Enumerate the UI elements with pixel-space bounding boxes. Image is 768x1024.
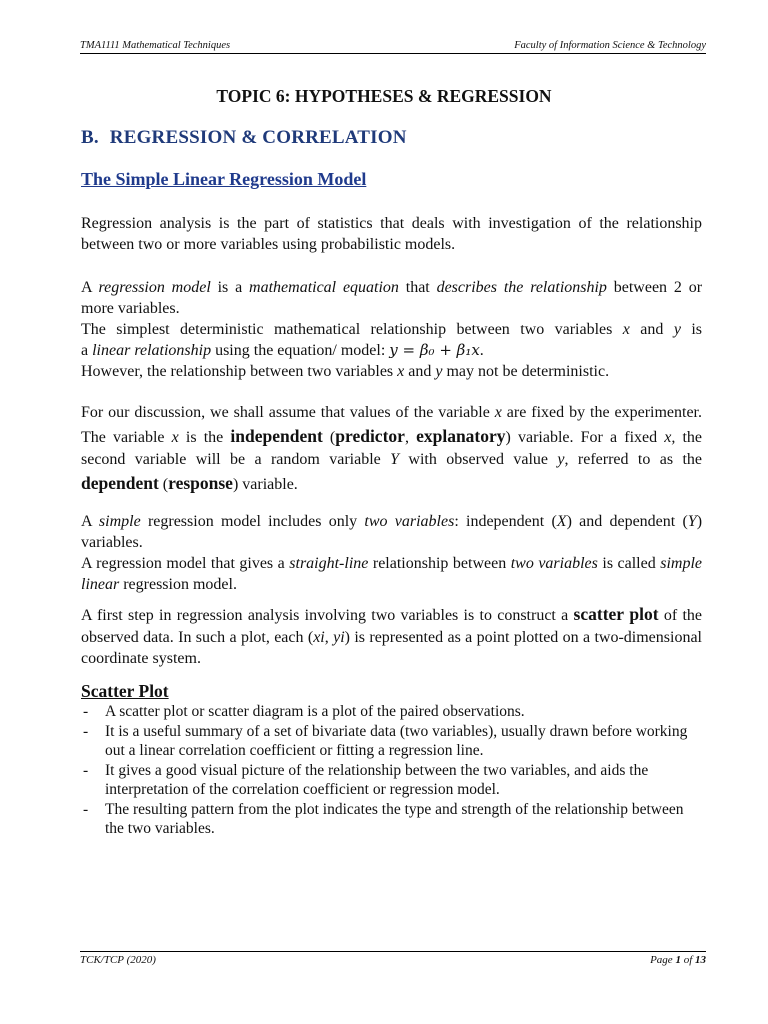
section-title: REGRESSION & CORRELATION [109,127,407,148]
term-scatter-plot: scatter plot [573,604,659,624]
text: a [81,342,93,359]
topic-title: TOPIC 6: HYPOTHESES & REGRESSION [216,86,552,106]
var-x: x [171,428,179,446]
text: between 2 or more variables. [81,279,703,317]
emphasis: straight-line [289,555,369,572]
text: ) is represented as a point plotted on a two-dimensional coordinate system. [81,628,703,667]
text: is the [178,428,231,446]
text: However, the relationship between two variables [81,363,398,380]
emphasis: describes the relationship [436,279,607,296]
list-item-text: It gives a good visual picture of the relationship between the two variables, and aids the interpretation of the correlation coefficient or regression model. [105,761,649,798]
total-pages: 13 [695,954,706,966]
section-heading [81,127,407,149]
text: A regression model that gives a [81,555,290,572]
text: that [398,279,437,296]
paragraph-simple-model [81,511,702,595]
line [81,361,702,382]
term-response: response [168,472,233,493]
text: relationship between [368,555,511,572]
page-footer [80,951,706,966]
equation: y = β₀ + β₁x [389,341,480,359]
var-yi: yi [333,628,345,646]
term-predictor: predictor [335,425,405,446]
text: . [479,342,484,359]
paragraph-variables [81,402,702,496]
text: ) variables. [81,513,703,551]
text: is [680,321,703,338]
text: ( [158,475,169,493]
line [81,319,702,340]
var-x: x [397,363,405,380]
text: the second variable will be a random variable [81,428,703,468]
text: A [81,279,99,296]
line [81,340,702,361]
text: is called [597,555,661,572]
text: regression model. [119,576,237,593]
text: is a [210,279,250,296]
list-item [81,702,706,722]
footer-code: TCK/TCP (2020) [80,954,156,966]
subsection-title: The Simple Linear Regression Model [81,169,367,189]
var-Y: Y [390,451,400,468]
emphasis: two variables [510,555,598,572]
text: The simplest deterministic mathematical relationship between two variables [81,321,623,338]
text: of the observed data. In such a plot, each ( [81,607,703,646]
section-number: B. [81,127,99,148]
emphasis: simple linear [81,555,703,593]
emphasis: two variables [364,513,455,530]
emphasis: linear relationship [92,342,212,359]
paragraph-regression-analysis: Regression analysis is the part of statistics that deals with investigation of the relationship between two or more variables using probabilistic models. [81,215,702,253]
var-x: x [622,321,630,338]
text: For our discussion, we shall assume that values of the variable [81,404,495,421]
text: may not be deterministic. [442,363,610,380]
current-page: 1 [675,954,681,966]
emphasis: regression model [98,279,211,296]
text: , referred to as the [564,451,702,468]
text: ) variable. For a fixed [505,428,665,446]
text: are fixed by the experimenter. The variable [81,404,703,446]
scatter-plot-heading: Scatter Plot [81,681,169,701]
text: , [404,428,417,446]
list-item-text: It is a useful summary of a set of bivariate data (two variables), usually drawn before working out a linear correlation coefficient or fitting a regression line. [105,722,688,759]
text: A first step in regression analysis involving two variables is to construct a [81,607,574,624]
text: A [81,513,99,530]
text: ) and dependent ( [566,513,688,530]
line [81,553,702,595]
scatter-plot-bullets [81,702,706,839]
var-xi: xi [313,628,325,646]
text: , [324,628,334,646]
term-independent: independent [230,425,323,446]
bullet-marker: - [83,703,89,720]
text: ) variable. [232,475,298,493]
text: using the equation/ model: [211,342,390,359]
term-dependent: dependent [81,472,159,493]
text: of [680,954,695,966]
var-X: X [556,513,567,530]
header-faculty: Faculty of Information Science & Technology [514,40,706,51]
header-course: TMA1111 Mathematical Techniques [80,40,231,51]
list-item [81,722,706,761]
list-item [81,761,706,800]
text: regression model includes only [140,513,365,530]
text: and [404,363,436,380]
text: Page [650,954,676,966]
var-y: y [673,321,681,338]
var-x: x [494,404,502,421]
page-number [650,954,706,966]
paragraph-regression-model [81,277,702,382]
list-item-text: A scatter plot or scatter diagram is a plot of the paired observations. [105,703,525,720]
bullet-marker: - [83,800,89,818]
bullet-marker: - [83,722,89,740]
emphasis: simple [98,513,141,530]
term-explanatory: explanatory [416,425,506,446]
paragraph-scatter-intro [81,604,702,670]
text: : independent ( [454,513,557,530]
bullet-marker: - [83,761,89,779]
page-header [80,40,706,54]
list-item [81,800,706,839]
emphasis: mathematical equation [249,279,399,296]
text: with observed value [399,451,558,468]
var-Y: Y [687,513,697,530]
var-x: x, [664,428,676,446]
text: and [629,321,674,338]
text: ( [322,428,336,446]
var-y: y [557,451,565,468]
list-item-text: The resulting pattern from the plot indicates the type and strength of the relationship between the two variables. [105,800,684,837]
var-y: y [435,363,443,380]
